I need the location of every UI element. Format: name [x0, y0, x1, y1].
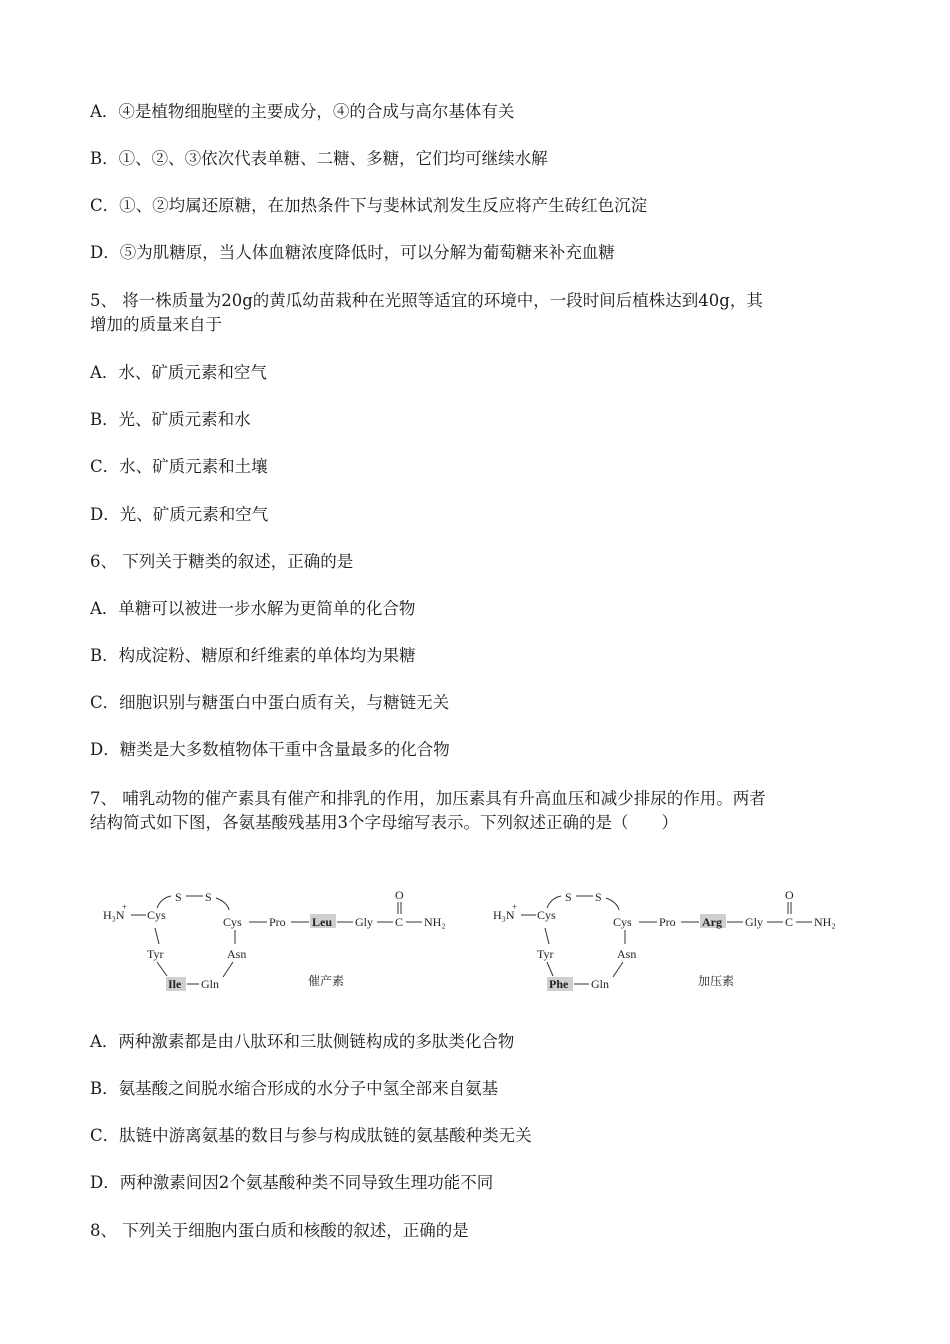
- amino-label: H₃N: [493, 908, 515, 922]
- q4-option-c: C．①、②均属还原糖，在加热条件下与斐林试剂发生反应将产生砖红色沉淀: [90, 196, 648, 215]
- cys2-label: Cys: [613, 915, 632, 929]
- q5-stem-line1: 5、 将一株质量为20g的黄瓜幼苗栽种在光照等适宜的环境中，一段时间后植株达到40g，其: [90, 291, 763, 310]
- q6-option-d: D．糖类是大多数植物体干重中含量最多的化合物: [90, 740, 450, 759]
- carbon-label: C: [785, 915, 794, 929]
- q6-option-c: C．细胞识别与糖蛋白中蛋白质有关，与糖链无关: [90, 693, 450, 712]
- nh2-label: NH₂: [814, 915, 836, 929]
- q5-stem-line2: 增加的质量来自于: [90, 315, 222, 334]
- pro-label: Pro: [269, 915, 286, 929]
- leu-label: Leu: [312, 915, 333, 929]
- q7-option-a: A．两种激素都是由八肽环和三肽侧链构成的多肽类化合物: [90, 1032, 515, 1051]
- q6-option-b: B．构成淀粉、糖原和纤维素的单体均为果糖: [90, 646, 416, 665]
- q5-option-a: A．水、矿质元素和空气: [90, 363, 267, 382]
- cys2-label: Cys: [223, 915, 242, 929]
- q5-option-c: C．水、矿质元素和土壤: [90, 457, 268, 476]
- s1-label: S: [565, 890, 572, 904]
- oxygen-label: O: [395, 888, 404, 902]
- oxytocin-structure: [103, 888, 446, 991]
- s2-label: S: [205, 890, 212, 904]
- tyr-label: Tyr: [537, 947, 554, 961]
- s2-label: S: [595, 890, 602, 904]
- gly-label: Gly: [745, 915, 763, 929]
- oxytocin-caption: 催产素: [308, 974, 345, 988]
- q7-option-d: D．两种激素间因2个氨基酸种类不同导致生理功能不同: [90, 1173, 494, 1192]
- s1-label: S: [175, 890, 182, 904]
- nh2-label: NH₂: [424, 915, 446, 929]
- vasopressin-caption: 加压素: [698, 974, 735, 988]
- q6-option-a: A．单糖可以被进一步水解为更简单的化合物: [90, 599, 416, 618]
- q5-option-d: D．光、矿质元素和空气: [90, 505, 269, 524]
- cys1-label: Cys: [147, 908, 166, 922]
- q7-stem-line2: 结构简式如下图，各氨基酸残基用3个字母缩写表示。下列叙述正确的是（ ）: [90, 813, 678, 832]
- arg-label: Arg: [702, 915, 722, 929]
- charge-label: +: [122, 902, 128, 912]
- ile-label: Ile: [168, 977, 182, 991]
- q8-stem: 8、 下列关于细胞内蛋白质和核酸的叙述，正确的是: [90, 1221, 469, 1240]
- q5-option-b: B．光、矿质元素和水: [90, 410, 251, 429]
- pro-label: Pro: [659, 915, 676, 929]
- cys1-label: Cys: [537, 908, 556, 922]
- q7-option-b: B．氨基酸之间脱水缩合形成的水分子中氢全部来自氨基: [90, 1079, 499, 1098]
- q7-option-c: C．肽链中游离氨基的数目与参与构成肽链的氨基酸种类无关: [90, 1126, 532, 1145]
- vasopressin-structure: [493, 888, 836, 991]
- amino-label: H₃N: [103, 908, 125, 922]
- gly-label: Gly: [355, 915, 373, 929]
- q4-option-b: B．①、②、③依次代表单糖、二糖、多糖，它们均可继续水解: [90, 149, 548, 168]
- phe-label: Phe: [549, 977, 569, 991]
- oxygen-label: O: [785, 888, 794, 902]
- gln-label: Gln: [201, 977, 219, 991]
- q4-option-a: A．④是植物细胞壁的主要成分，④的合成与高尔基体有关: [90, 102, 515, 121]
- q4-option-d: D．⑤为肌糖原，当人体血糖浓度降低时，可以分解为葡萄糖来补充血糖: [90, 243, 615, 262]
- asn-label: Asn: [617, 947, 637, 961]
- q6-stem: 6、 下列关于糖类的叙述，正确的是: [90, 552, 354, 571]
- charge-label: +: [512, 902, 518, 912]
- peptide-structure-figure: [95, 880, 855, 1000]
- carbon-label: C: [395, 915, 404, 929]
- asn-label: Asn: [227, 947, 247, 961]
- gln-label: Gln: [591, 977, 609, 991]
- tyr-label: Tyr: [147, 947, 164, 961]
- q7-stem-line1: 7、 哺乳动物的催产素具有催产和排乳的作用，加压素具有升高血压和减少排尿的作用。两者: [90, 789, 766, 808]
